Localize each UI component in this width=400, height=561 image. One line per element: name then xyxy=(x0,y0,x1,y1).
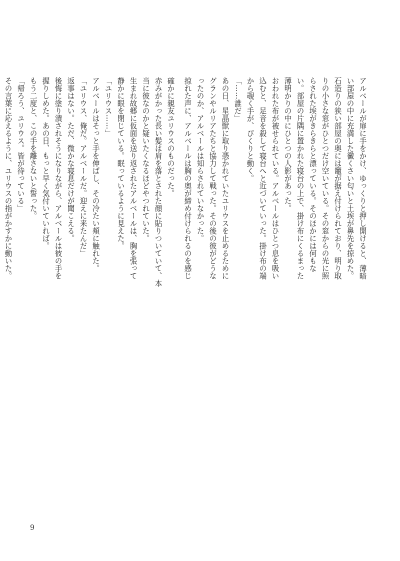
text-line: グランやルリアたちと協力して戦った。その後の彼がどうな xyxy=(209,77,218,280)
text-column-right xyxy=(184,77,369,513)
page-number: 9 xyxy=(30,524,35,532)
text-line: 後悔に塗り潰されそうになりながら、アルベールは彼の手を xyxy=(54,77,64,280)
text-line: 赤みがかった長い髪は肩を落とされた顔に貼りついていて、本 xyxy=(154,77,164,287)
text-line: 静かに眼を閉じている。眠っているように見えた。 xyxy=(117,77,126,250)
text-line: もう二度と、この手を離さないと誓った。 xyxy=(29,77,39,220)
text-line: 薄明かりの中にひとつの人影があった。 xyxy=(284,77,293,212)
text-line: りの小さな窓がひとつだけ空いている。その窓からの光に照 xyxy=(321,77,331,280)
text-line: 石造りの狭い部屋の奥には竈が据え付けられており、明り取 xyxy=(334,77,343,280)
text-line: 「帰ろう、ユリウス。皆が待っている」 xyxy=(17,77,26,212)
text-line: 返事はない。ただ、微かな寝息だけが聞こえる。 xyxy=(67,77,76,242)
text-line: から覗く手が、ぴくりと動く。 xyxy=(246,77,256,182)
text-line: 込むと、足音を殺して寝台へと近づいていった。掛け布の端 xyxy=(259,77,268,280)
text-line: 当に彼なのかと疑いたくなるほどやつれていた。 xyxy=(142,77,151,242)
text-line: 「ユリウス……」 xyxy=(104,77,114,137)
text-line: 握りしめた。あの日、もっと早く気付いていれば。 xyxy=(42,77,51,250)
text-line: 掠れた声に、アルベールは胸の奥が締め付けられるのを感じ xyxy=(184,77,193,280)
text-line: らされた埃がきらきらと漂っている。そのほかには何もな xyxy=(309,77,318,272)
text-line: アルベールが扉に手をかけ、ゆっくりと押し開けると、薄暗 xyxy=(359,77,368,280)
text-line: 「ユリウス、俺だ。アルベールだ。迎えに来たんだ」 xyxy=(79,77,89,257)
text-line: 確かに親友ユリウスのものだった。 xyxy=(167,77,176,197)
text-line: い部屋の中に充満した黴くさい匂いと土埃が鼻先を掠めた。 xyxy=(346,77,356,280)
text-line: アルベールはそっと手を伸ばし、その冷たい頬に触れた。 xyxy=(92,77,101,272)
text-line: あの日、星晶獣に取り憑かれていたユリウスを止めるために xyxy=(221,77,231,280)
text-line: その言葉に応えるように、ユリウスの指がかすかに動いた。 xyxy=(4,77,14,280)
text-line: ったのか、アルベールは知らされていなかった。 xyxy=(196,77,206,242)
text-line: 「……誰だ」 xyxy=(234,77,243,122)
text-column-left xyxy=(4,77,177,513)
text-line: おわれた布が被せられている。アルベールはひとつ息を吸い xyxy=(271,77,281,280)
text-line: 生まれ故郷に仮面を送り返されたアルベールは、胸を張って xyxy=(129,77,139,280)
text-line: い。部屋の片隅に置かれた寝台の上で、掛け布にくるまった xyxy=(296,77,306,280)
